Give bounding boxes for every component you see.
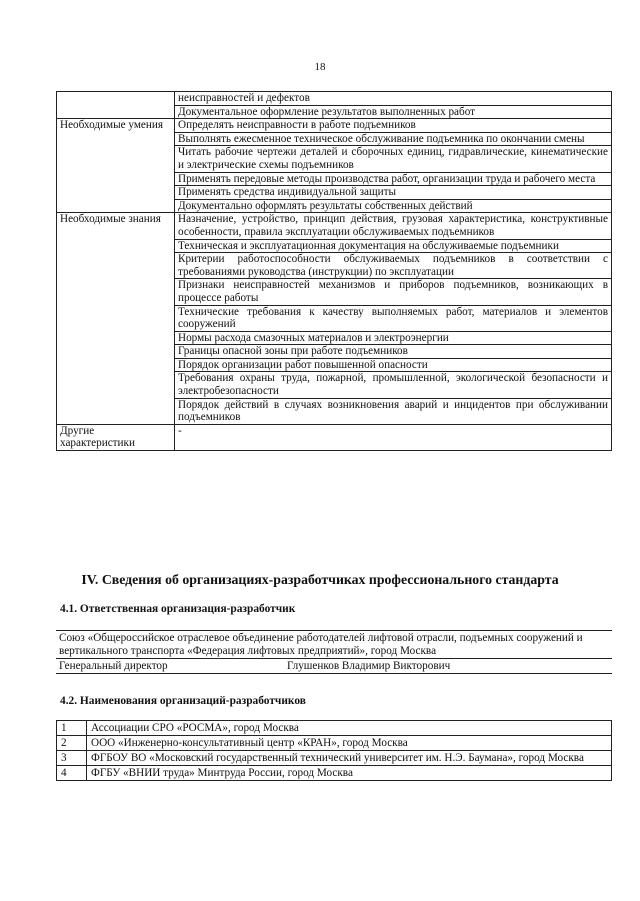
row-item-text: -: [175, 424, 612, 450]
row-item-text: Нормы расхода смазочных материалов и электроэнергии: [175, 331, 612, 345]
row-group-label: Необходимые умения: [57, 119, 175, 213]
section-heading: IV. Сведения об организациях-разработчиках профессионального стандарта: [81, 572, 559, 587]
table-row: [57, 119, 612, 133]
row-item-text: Применять средства индивидуальной защиты: [175, 186, 612, 200]
row-item-text: Документальное оформление результатов выполненных работ: [175, 105, 612, 119]
developers-table: [56, 720, 612, 781]
developer-number: 1: [57, 721, 87, 736]
row-group-label: [57, 92, 175, 119]
row-item-text: Читать рабочие чертежи деталей и сборочных единиц, гидравлические, кинематические и электрические схемы подъемников: [175, 146, 612, 172]
row-item-text: Документально оформлять результаты собственных действий: [175, 199, 612, 213]
row-item-text: Порядок организации работ повышенной опасности: [175, 358, 612, 372]
developer-name: ФГБУ «ВНИИ труда» Минтруда России, город Москва: [87, 766, 612, 781]
table-row: [57, 92, 612, 106]
row-item-text: Требования охраны труда, пожарной, промышленной, экологической безопасности и электробезопасности: [175, 372, 612, 398]
developer-name: Ассоциации СРО «РОСМА», город Москва: [87, 721, 612, 736]
page-number: 18: [314, 61, 326, 73]
developer-row: [57, 766, 612, 781]
developer-row: [57, 736, 612, 751]
responsible-org-name: Союз «Общероссийское отраслевое объединение работодателей лифтовой отрасли, подъемных сооружений и вертикального транспорта «Федерация лифтовых предприятий», город Москва: [56, 631, 612, 659]
row-group-label: Другие характеристики: [57, 424, 175, 450]
developer-number: 2: [57, 736, 87, 751]
developer-row: [57, 721, 612, 736]
row-item-text: Определять неисправности в работе подъемников: [175, 119, 612, 133]
responsible-org-table: [56, 630, 612, 674]
row-item-text: Критерии работоспособности обслуживаемых подъемников в соответствии с требованиями руководства (инструкции) по эксплуатации: [175, 253, 612, 279]
row-item-text: Порядок действий в случаях возникновения аварий и инцидентов при обслуживании подъемников: [175, 398, 612, 424]
row-group-label: Необходимые знания: [57, 213, 175, 425]
row-item-text: Технические требования к качеству выполняемых работ, материалов и элементов сооружений: [175, 305, 612, 331]
director-name: Глушенков Владимир Викторович: [284, 659, 612, 674]
director-role: Генеральный директор: [56, 659, 284, 674]
developers-heading: 4.2. Наименования организаций-разработчиков: [60, 695, 306, 707]
row-item-text: неисправностей и дефектов: [175, 92, 612, 106]
table-row: [57, 424, 612, 450]
developer-number: 3: [57, 751, 87, 766]
developer-row: [57, 751, 612, 766]
developer-name: ООО «Инженерно-консультативный центр «КРАН», город Москва: [87, 736, 612, 751]
table-row: [57, 213, 612, 239]
row-item-text: Применять передовые методы производства работ, организации труда и рабочего места: [175, 172, 612, 186]
row-item-text: Техническая и эксплуатационная документация на обслуживаемые подъемники: [175, 239, 612, 253]
row-item-text: Выполнять ежесменное техническое обслуживание подъемника по окончании смены: [175, 132, 612, 146]
row-item-text: Признаки неисправностей механизмов и приборов подъемников, возникающих в процессе работы: [175, 279, 612, 305]
developer-name: ФГБОУ ВО «Московский государственный технический университет им. Н.Э. Баумана», город Москва: [87, 751, 612, 766]
row-item-text: Границы опасной зоны при работе подъемников: [175, 345, 612, 359]
competency-table: [56, 91, 612, 451]
developer-number: 4: [57, 766, 87, 781]
responsible-org-heading: 4.1. Ответственная организация-разработчик: [60, 603, 296, 615]
row-item-text: Назначение, устройство, принцип действия, грузовая характеристика, конструктивные особенности, правила эксплуатации обслуживаемых подъемников: [175, 213, 612, 239]
